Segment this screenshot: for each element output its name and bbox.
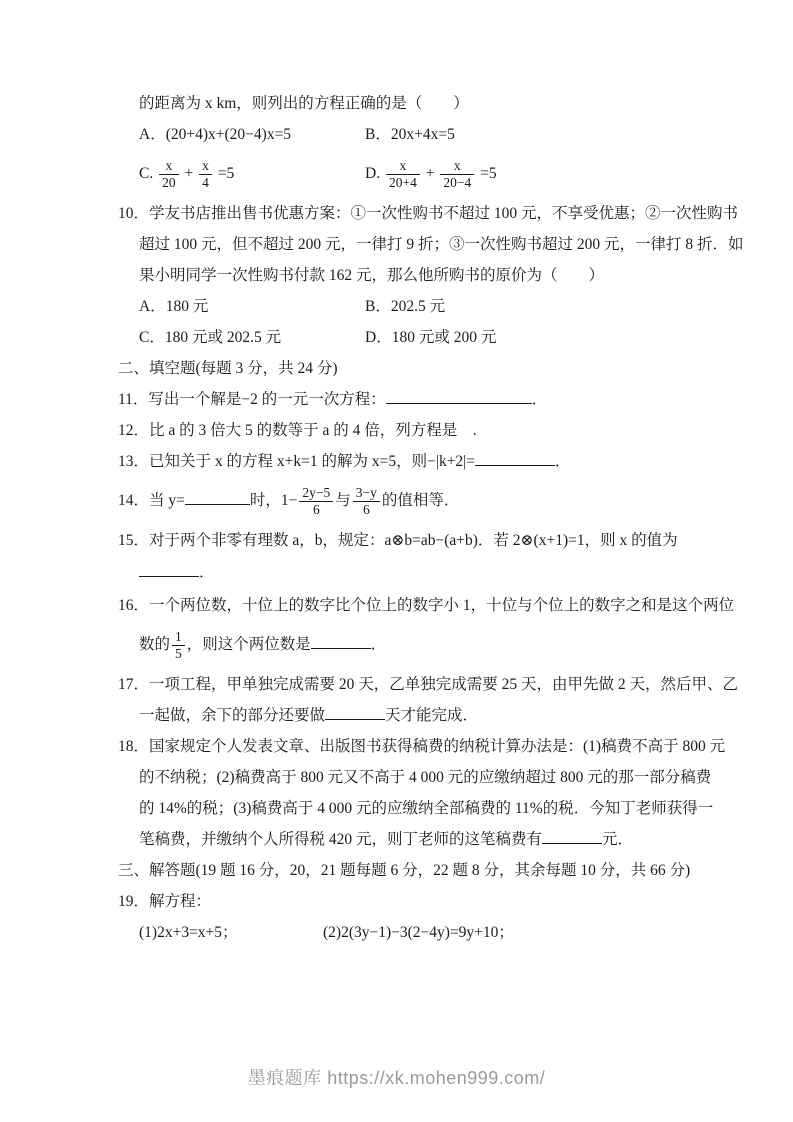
equals-5: =5	[480, 165, 497, 182]
question-17-text: 一起做，余下的部分还要做	[139, 707, 326, 724]
question-13	[118, 446, 738, 477]
question-10-text: 超过 100 元，但不超过 200 元，一律打 9 折；③一次性购书超过 200 元，一律打 8 折．如	[139, 236, 744, 253]
question-10-text: 果小明同学一次性购书付款 162 元，那么他所购书的原价为（ ）	[139, 267, 605, 284]
question-10-line-1	[118, 198, 738, 229]
question-11-text: 11．写出一个解是−2 的一元一次方程：	[118, 391, 386, 408]
question-9-option-d	[365, 150, 497, 198]
question-18-text: 元．	[602, 831, 634, 848]
question-14	[118, 477, 738, 525]
fraction-3-y-over-6: $\frac{3-y}{6}$	[353, 486, 380, 517]
fraction-x-over-20minus4: $\frac{x}{20-4}$	[440, 159, 474, 190]
question-9-options-cd	[118, 150, 738, 198]
question-19-head	[118, 886, 738, 917]
section-2-header	[118, 353, 738, 384]
question-10-line-3	[118, 260, 738, 291]
question-10-line-2	[118, 229, 744, 260]
question-10-option-c: C．180 元或 202.5 元	[139, 329, 282, 346]
question-11	[118, 384, 738, 415]
question-18-text: 的不纳税；(2)稿费高于 800 元又不高于 4 000 元的应缴纳超过 800 元的那一部分稿费	[139, 769, 712, 786]
question-15-line-2	[118, 556, 738, 590]
fraction-x-over-20: $\frac{x}{20}$	[159, 159, 179, 190]
fraction-1-over-5: $\frac{1}{5}$	[172, 630, 185, 661]
question-9-intro	[118, 88, 738, 119]
question-16-text: 数的	[139, 636, 171, 653]
question-19-equations	[118, 917, 738, 948]
question-16-text: 16．一个两位数，十位上的数字比个位上的数字小 1，十位与个位上的数字之和是这个两位	[118, 597, 735, 614]
question-17-text: 天才能完成．	[385, 707, 479, 724]
question-10-option-d: D．180 元或 200 元	[365, 329, 497, 346]
answer-blank	[475, 450, 555, 466]
question-14-text: 的值相等．	[381, 492, 460, 509]
question-14-text: 14．当 y=	[118, 492, 185, 509]
question-19-equation-2: (2)2(3y−1)−3(2−4y)=9y+10；	[323, 924, 514, 941]
answer-blank	[542, 828, 602, 844]
question-19-equation-1: (1)2x+3=x+5；	[139, 924, 238, 941]
question-10-text: 10．学友书店推出售书优惠方案：①一次性购书不超过 100 元，不享受优惠；②一次性购书	[118, 205, 739, 222]
question-9-option-b: B．20x+4x=5	[365, 126, 455, 143]
answer-blank	[185, 489, 250, 505]
fraction-2y-5-over-6: $\frac{2y-5}{6}$	[299, 486, 333, 517]
answer-blank	[386, 388, 532, 404]
footer-watermark-text: 墨痕题库 https://xk.mohen999.com/	[247, 1068, 546, 1088]
question-9-intro-text: 的距离为 x km，则列出的方程正确的是（ ）	[139, 95, 469, 112]
question-18-text: 的 14%的税；(3)稿费高于 4 000 元的应缴纳全部稿费的 11%的税．今知丁老师获得一	[139, 800, 714, 817]
section-3-header	[118, 855, 738, 886]
question-10-options-cd	[118, 322, 738, 353]
question-15-line-1	[118, 525, 738, 556]
plus-sign: +	[184, 165, 194, 182]
question-12	[118, 415, 738, 446]
fraction-x-over-20plus4: $\frac{x}{20+4}$	[386, 159, 420, 190]
question-17-line-2	[118, 700, 738, 731]
question-18-line-4	[118, 824, 738, 855]
option-c-label: C.	[139, 165, 154, 182]
question-18-line-1	[118, 731, 738, 762]
question-14-text: 与	[335, 492, 351, 509]
period: ．	[199, 564, 215, 581]
question-18-line-2	[118, 762, 738, 793]
period: ．	[555, 453, 571, 470]
question-14-text: 时，1−	[249, 492, 298, 509]
question-9-option-c	[139, 157, 235, 190]
option-d-label: D.	[365, 165, 381, 182]
section-2-title: 二、填空题(每题 3 分，共 24 分)	[118, 360, 338, 377]
question-10-option-a: A．180 元	[139, 298, 209, 315]
answer-blank	[139, 561, 199, 577]
question-17-text: 17．一项工程，甲单独完成需要 20 天，乙单独完成需要 25 天，由甲先做 2 天，然后甲、乙	[118, 676, 739, 693]
equals-5: =5	[217, 165, 235, 182]
question-18-line-3	[118, 793, 738, 824]
question-17-line-1	[118, 669, 738, 700]
question-13-text: 13．已知关于 x 的方程 x+k=1 的解为 x=5，则−|k+2|=	[118, 453, 476, 470]
question-16-text: ，则这个两位数是	[186, 636, 311, 653]
period: ．	[370, 636, 387, 653]
answer-blank	[311, 633, 371, 649]
question-16-line-1	[118, 590, 738, 621]
question-9-option-a: A．(20+4)x+(20−4)x=5	[139, 126, 292, 143]
question-18-text: 18．国家规定个人发表文章、出版图书获得稿费的纳税计算办法是：(1)稿费不高于 800 元	[118, 738, 726, 755]
question-15-text: 15．对于两个非零有理数 a，b，规定：a⊗b=ab−(a+b)．若 2⊗(x+1)=1，则 x 的值为	[118, 532, 678, 549]
question-10-options-ab	[118, 291, 738, 322]
section-3-title: 三、解答题(19 题 16 分，20，21 题每题 6 分，22 题 8 分，其余每题 10 分，共 66 分)	[118, 862, 691, 879]
footer-watermark	[0, 1064, 793, 1090]
question-19-text: 19．解方程：	[118, 893, 212, 910]
question-12-text: 12．比 a 的 3 倍大 5 的数等于 a 的 4 倍，列方程是 .	[118, 422, 477, 439]
period: ．	[531, 391, 548, 408]
answer-blank	[325, 704, 385, 720]
plus-sign: +	[425, 165, 435, 182]
question-10-option-b: B．202.5 元	[365, 298, 446, 315]
document-body	[118, 88, 744, 948]
fraction-x-over-4: $\frac{x}{4}$	[199, 159, 212, 190]
question-9-options-ab	[118, 119, 738, 150]
question-18-text: 笔稿费，并缴纳个人所得税 420 元，则丁老师的这笔稿费有	[139, 831, 543, 848]
question-16-line-2	[118, 621, 738, 669]
